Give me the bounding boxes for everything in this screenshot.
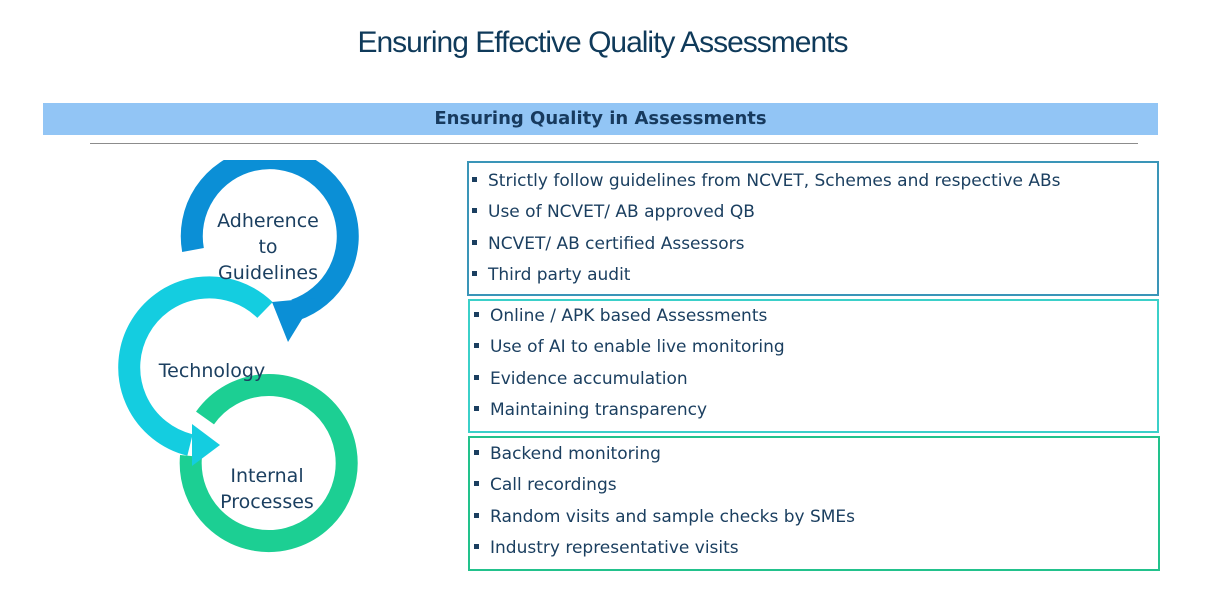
list-item: Use of NCVET/ AB approved QB: [469, 197, 1157, 228]
stage-internal-processes-label: [197, 463, 337, 515]
section-banner: Ensuring Quality in Assessments: [43, 103, 1158, 135]
divider-line: [90, 143, 1138, 144]
list-item: Maintaining transparency: [471, 395, 1157, 426]
stage-internal-line2: Processes: [220, 491, 314, 513]
stage-adherence-label: [198, 208, 338, 286]
list-item: Use of AI to enable live monitoring: [471, 332, 1157, 363]
technology-box: [468, 299, 1159, 433]
cycle-diagram: [110, 160, 370, 590]
page-title: Ensuring Effective Quality Assessments: [357, 26, 848, 59]
list-item: Industry representative visits: [471, 533, 1158, 564]
stage-adherence-line2: to: [258, 236, 278, 258]
stage-internal-line1: Internal: [230, 465, 304, 487]
list-item: Random visits and sample checks by SMEs: [471, 502, 1158, 533]
list-item: Backend monitoring: [471, 439, 1158, 470]
internal-processes-box: [468, 436, 1160, 571]
list-item: Call recordings: [471, 470, 1158, 501]
technology-arrowhead: [192, 424, 220, 466]
stage-technology-label: Technology: [158, 360, 266, 382]
list-item: Evidence accumulation: [471, 364, 1157, 395]
stage-adherence-line3: Guidelines: [218, 262, 318, 284]
stage-adherence-line1: Adherence: [217, 210, 319, 232]
guidelines-box: [467, 161, 1159, 296]
list-item: Online / APK based Assessments: [471, 301, 1157, 332]
list-item: Third party audit: [469, 260, 1157, 291]
list-item: NCVET/ AB certified Assessors: [469, 229, 1157, 260]
adherence-arrowhead: [272, 298, 315, 342]
list-item: Strictly follow guidelines from NCVET, Schemes and respective ABs: [469, 166, 1157, 197]
